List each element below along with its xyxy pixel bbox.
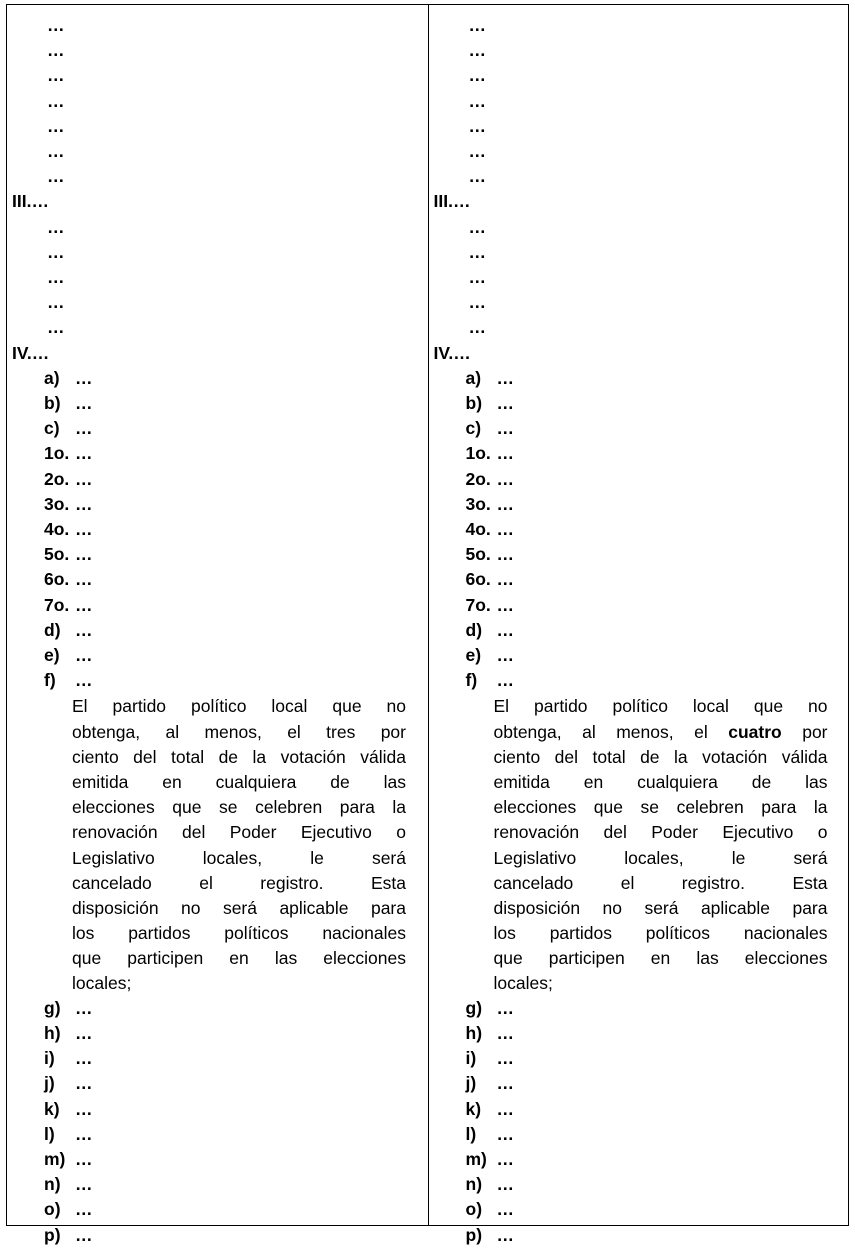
list-item	[469, 63, 487, 88]
paragraph-line: renovación del Poder Ejecutivo o	[493, 822, 828, 843]
list-item	[466, 643, 515, 668]
ellipsis-text: …	[75, 544, 93, 565]
list-item	[47, 89, 65, 114]
item-label: c)	[44, 418, 60, 439]
list-item	[434, 189, 471, 214]
ellipsis-text: …	[75, 519, 93, 539]
list-item	[469, 114, 487, 139]
list-item	[44, 593, 93, 618]
item-label: e)	[44, 645, 60, 665]
list-item	[466, 567, 515, 592]
list-item	[469, 13, 487, 38]
ellipsis-text: …	[496, 493, 514, 514]
list-item	[47, 215, 65, 240]
list-item	[469, 290, 487, 315]
list-item	[466, 467, 515, 492]
item-label: 2o.	[44, 468, 70, 489]
column-left	[7, 5, 428, 1245]
list-item	[47, 13, 65, 38]
list-item	[469, 38, 487, 63]
list-item	[434, 341, 471, 366]
ellipsis-text: …	[468, 40, 486, 61]
article-paragraph	[494, 694, 828, 996]
ellipsis-text: …	[468, 90, 486, 111]
list-item	[44, 643, 93, 668]
list-item	[466, 1147, 515, 1172]
item-label: k)	[465, 1098, 482, 1119]
list-item	[469, 215, 487, 240]
ellipsis-text: …	[468, 65, 486, 86]
ellipsis-text: …	[468, 241, 486, 262]
ellipsis-text: …	[75, 1149, 93, 1169]
list-item	[44, 1147, 93, 1172]
item-label: f)	[44, 670, 56, 691]
list-item	[44, 517, 93, 542]
item-label: e)	[465, 645, 482, 665]
item-label: 4o.	[44, 519, 70, 539]
list-item	[44, 1071, 93, 1096]
list-item	[44, 1223, 93, 1248]
ellipsis-text: …	[468, 115, 486, 136]
list-item	[47, 38, 65, 63]
item-label: 7o.	[465, 594, 491, 615]
item-label: l)	[44, 1123, 55, 1144]
list-item	[466, 1097, 515, 1122]
paragraph-line: disposición no será aplicable para	[493, 897, 828, 918]
ellipsis-text: …	[75, 619, 93, 640]
list-item	[466, 1021, 515, 1046]
ellipsis-text: …	[496, 544, 514, 565]
list-item	[44, 467, 93, 492]
ellipsis-text: …	[496, 670, 514, 691]
item-label: a)	[465, 367, 482, 388]
item-label: m)	[44, 1149, 66, 1169]
paragraph-line: obtenga, al menos, el cuatro por	[493, 721, 828, 742]
ellipsis-text: …	[75, 594, 93, 615]
list-item	[44, 1122, 93, 1147]
paragraph-line: ciento del total de la votación válida	[72, 746, 406, 767]
ellipsis-text: …	[75, 569, 93, 590]
item-label: g)	[465, 997, 483, 1018]
item-label: 6o.	[465, 569, 491, 590]
item-label: a)	[44, 367, 60, 388]
list-item	[44, 366, 93, 391]
list-item	[47, 290, 65, 315]
item-label: 3o.	[465, 493, 491, 514]
ellipsis-text: …	[468, 267, 486, 287]
ellipsis-text: …	[496, 443, 514, 464]
list-item	[469, 315, 487, 340]
ellipsis-text: …	[75, 443, 93, 464]
list-item	[47, 164, 65, 189]
item-label: h)	[44, 1023, 61, 1043]
paragraph-line: emitida en cualquiera de las	[72, 771, 406, 792]
ellipsis-text: …	[75, 1123, 93, 1144]
ellipsis-text: …	[47, 65, 65, 86]
list-item	[466, 542, 515, 567]
list-item	[469, 139, 487, 164]
ellipsis-text: …	[47, 267, 65, 287]
item-label: 7o.	[44, 594, 70, 615]
paragraph-line: Legislativo locales, le será	[72, 847, 406, 868]
paragraph-line: emitida en cualquiera de las	[493, 771, 828, 792]
item-label: n)	[44, 1174, 61, 1195]
list-item	[44, 542, 93, 567]
ellipsis-text: …	[496, 1199, 514, 1220]
list-item	[44, 416, 93, 441]
ellipsis-text: …	[496, 594, 514, 615]
list-item	[466, 416, 515, 441]
list-item	[466, 1046, 515, 1071]
list-item	[44, 1046, 93, 1071]
item-label: III.	[433, 191, 453, 212]
list-item	[466, 996, 515, 1021]
item-label: d)	[44, 619, 61, 640]
paragraph-line: obtenga, al menos, el tres por	[72, 721, 406, 742]
list-item	[47, 265, 65, 290]
paragraph-line: El partido político local que no	[493, 696, 828, 717]
ellipsis-text: …	[496, 393, 514, 413]
item-label: 5o.	[44, 544, 70, 565]
item-label: IV.	[12, 342, 32, 363]
list-item	[44, 1197, 93, 1222]
item-label: h)	[465, 1023, 483, 1043]
ellipsis-text: …	[75, 1048, 93, 1069]
ellipsis-text: …	[496, 418, 514, 439]
list-item	[466, 1122, 515, 1147]
ellipsis-text: …	[75, 393, 93, 413]
ellipsis-text: …	[47, 115, 65, 136]
paragraph-line: que participen en las elecciones	[72, 948, 406, 969]
ellipsis-text: …	[468, 317, 486, 338]
item-label: l)	[465, 1123, 477, 1144]
paragraph-line: locales;	[493, 973, 553, 994]
ellipsis-text: …	[47, 216, 65, 237]
item-label: p)	[465, 1224, 483, 1245]
list-item	[44, 1021, 93, 1046]
ellipsis-text: …	[496, 519, 514, 539]
list-item	[44, 1172, 93, 1197]
list-item	[466, 1071, 515, 1096]
item-label: m)	[465, 1149, 487, 1169]
ellipsis-text: …	[47, 15, 65, 35]
ellipsis-text: …	[47, 317, 65, 338]
list-item	[47, 139, 65, 164]
list-item	[469, 265, 487, 290]
ellipsis-text: …	[75, 1098, 93, 1119]
item-label: k)	[44, 1098, 60, 1119]
paragraph-line: cancelado el registro. Esta	[493, 872, 828, 893]
list-item	[44, 391, 93, 416]
paragraph-line: disposición no será aplicable para	[72, 897, 406, 918]
paragraph-line: los partidos políticos nacionales	[72, 923, 406, 944]
item-label: o)	[465, 1199, 483, 1220]
ellipsis-text: …	[47, 241, 65, 262]
list-item	[466, 668, 515, 693]
comparison-table	[6, 4, 849, 1245]
ellipsis-text: …	[496, 619, 514, 640]
list-item	[12, 189, 49, 214]
ellipsis-text: …	[468, 15, 486, 35]
ellipsis-text: …	[496, 468, 514, 489]
column-right	[428, 5, 849, 1245]
item-label: j)	[465, 1073, 477, 1094]
ellipsis-text: …	[75, 468, 93, 489]
list-item	[466, 366, 515, 391]
paragraph-line: cancelado el registro. Esta	[72, 872, 406, 893]
ellipsis-text: …	[75, 1174, 93, 1195]
item-label: c)	[465, 418, 482, 439]
article-paragraph	[72, 694, 406, 996]
item-label: f)	[465, 670, 478, 691]
item-label: g)	[44, 997, 61, 1018]
ellipsis-text: …	[75, 1073, 93, 1094]
list-item	[47, 63, 65, 88]
item-label: d)	[465, 619, 483, 640]
ellipsis-text: …	[75, 645, 93, 665]
paragraph-line: los partidos políticos nacionales	[493, 923, 828, 944]
ellipsis-text: …	[75, 367, 93, 388]
ellipsis-text: …	[47, 141, 65, 161]
item-label: b)	[44, 393, 61, 413]
ellipsis-text: …	[496, 1098, 514, 1119]
list-item	[466, 1223, 515, 1248]
ellipsis-text: …	[75, 1224, 93, 1245]
list-item	[466, 593, 515, 618]
item-label: 2o.	[465, 468, 491, 489]
item-label: p)	[44, 1224, 61, 1245]
list-item	[47, 315, 65, 340]
ellipsis-text: …	[75, 1199, 93, 1220]
ellipsis-text: …	[75, 997, 93, 1018]
list-item	[47, 114, 65, 139]
item-label: o)	[44, 1199, 61, 1220]
list-item	[466, 492, 515, 517]
list-item	[44, 492, 93, 517]
paragraph-line: elecciones que se celebren para la	[72, 797, 406, 818]
item-label: 4o.	[465, 519, 491, 539]
ellipsis-text: …	[47, 166, 65, 187]
item-label: 6o.	[44, 569, 70, 590]
ellipsis-text: …	[468, 141, 486, 161]
ellipsis-text: …	[496, 1048, 514, 1069]
ellipsis-text: …	[75, 670, 93, 691]
list-item	[12, 341, 49, 366]
list-item	[47, 240, 65, 265]
ellipsis-text: …	[496, 569, 514, 590]
ellipsis-text: …	[468, 292, 486, 313]
ellipsis-text: …	[47, 40, 65, 61]
paragraph-line: renovación del Poder Ejecutivo o	[72, 822, 406, 843]
list-item	[466, 517, 515, 542]
ellipsis-text: …	[496, 1123, 514, 1144]
ellipsis-text: …	[496, 1149, 514, 1169]
ellipsis-text: …	[47, 292, 65, 313]
ellipsis-text: …	[75, 418, 93, 439]
list-item	[469, 240, 487, 265]
list-item	[44, 1097, 93, 1122]
list-item	[469, 164, 487, 189]
item-label: b)	[465, 393, 483, 413]
item-label: 3o.	[44, 493, 70, 514]
ellipsis-text: …	[496, 1073, 514, 1094]
ellipsis-text: …	[31, 342, 50, 363]
item-label: i)	[465, 1048, 477, 1069]
list-item	[466, 1172, 515, 1197]
item-label: 5o.	[465, 544, 491, 565]
list-item	[44, 618, 93, 643]
ellipsis-text: …	[468, 166, 486, 187]
ellipsis-text: …	[75, 493, 93, 514]
paragraph-line: locales;	[72, 973, 132, 994]
paragraph-line: ciento del total de la votación válida	[493, 746, 828, 767]
list-item	[44, 567, 93, 592]
ellipsis-text: …	[47, 90, 65, 111]
item-label: 1o.	[465, 443, 491, 464]
ellipsis-text: …	[31, 191, 49, 212]
list-item	[466, 1197, 515, 1222]
paragraph-line: elecciones que se celebren para la	[493, 797, 828, 818]
ellipsis-text: …	[496, 645, 514, 665]
amended-word: cuatro	[728, 721, 782, 742]
item-label: 1o.	[44, 443, 70, 464]
list-item	[466, 441, 515, 466]
list-item	[44, 441, 93, 466]
item-label: i)	[44, 1048, 55, 1069]
item-label: III.	[12, 191, 32, 212]
item-label: n)	[465, 1174, 483, 1195]
ellipsis-text: …	[452, 191, 471, 212]
ellipsis-text: …	[496, 1023, 514, 1043]
ellipsis-text: …	[453, 342, 471, 363]
ellipsis-text: …	[468, 216, 486, 237]
paragraph-line: Legislativo locales, le será	[493, 847, 828, 868]
list-item	[44, 996, 93, 1021]
list-item	[466, 618, 515, 643]
paragraph-line: que participen en las elecciones	[493, 948, 828, 969]
paragraph-line: El partido político local que no	[72, 696, 406, 717]
item-label: j)	[44, 1073, 55, 1094]
list-item	[469, 89, 487, 114]
list-item	[44, 668, 93, 693]
ellipsis-text: …	[496, 367, 514, 388]
list-item	[466, 391, 515, 416]
ellipsis-text: …	[75, 1023, 93, 1043]
item-label: IV.	[433, 342, 454, 363]
ellipsis-text: …	[496, 1224, 514, 1245]
ellipsis-text: …	[496, 997, 514, 1018]
ellipsis-text: …	[496, 1174, 514, 1195]
